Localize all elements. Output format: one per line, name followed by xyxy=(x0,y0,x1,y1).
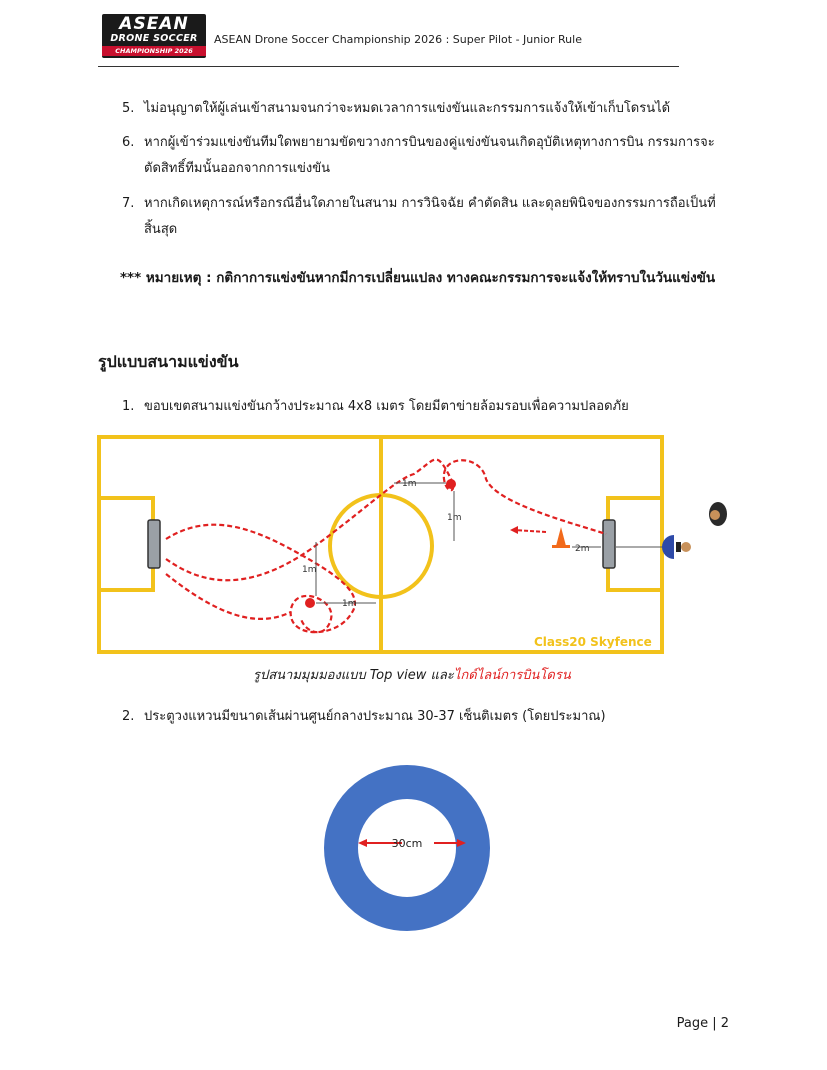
cone-icon xyxy=(556,527,566,546)
direction-arrow xyxy=(514,530,546,532)
field-item-1 xyxy=(122,394,742,420)
ring-arrow-left-head xyxy=(358,839,367,847)
item-text: ประตูวงแหวนมีขนาดเส้นผ่านศูนย์กลางประมาณ 30-37 เซ็นติเมตร (โดยประมาณ) xyxy=(144,709,606,724)
rule-text-continued: สิ้นสุด xyxy=(144,222,178,237)
logo-line-2: DRONE SOCCER xyxy=(110,33,198,44)
rule-text: หากผู้เข้าร่วมแข่งขันทีมใดพยายามขัดขวางการบินของคู่แข่งขันจนเกิดอุบัติเหตุทางการบิน กรรมการจะ xyxy=(144,135,715,150)
rules-note: *** หมายเหตุ : กติกาการแข่งขันหากมีการเปลี่ยนแปลง ทางคณะกรรมการจะแจ้งให้ทราบในวันแข่งขัน xyxy=(120,270,716,286)
rule-text: หากเกิดเหตุการณ์หรือกรณีอื่นใดภายในสนาม การวินิจฉัย คำตัดสิน และดุลยพินิจของกรรมการถือเป็นที่ xyxy=(144,196,716,211)
cone-base xyxy=(552,545,570,548)
section-title: รูปแบบสนามแข่งขัน xyxy=(98,352,239,371)
right-gate xyxy=(603,520,615,568)
pilot-top-icon xyxy=(709,502,727,526)
ring-diagram xyxy=(322,762,492,942)
caption-part-2: ไกด์ไลน์การบินโดรน xyxy=(453,668,571,683)
left-goal-box xyxy=(99,498,153,590)
field-item-2 xyxy=(122,704,742,730)
rule-text-continued: ตัดสิทธิ์ทีมนั้นออกจากการแข่งขัน xyxy=(144,161,331,176)
page-number: Page | 2 xyxy=(676,1016,729,1031)
rule-text: ไม่อนุญาตให้ผู้เล่นเข้าสนามจนกว่าจะหมดเวลาการแข่งขันและกรรมการแจ้งให้เข้าเก็บโดรนได้ xyxy=(144,101,671,116)
arrow-head xyxy=(510,526,518,534)
label-left-1m: 1m xyxy=(302,565,317,575)
championship-logo xyxy=(102,14,206,58)
label-side-2m: 2m xyxy=(575,544,590,554)
item-text: ขอบเขตสนามแข่งขันกว้างประมาณ 4x8 เมตร โดยมีตาข่ายล้อมรอบเพื่อความปลอดภัย xyxy=(144,399,629,414)
rule-number: 7. xyxy=(122,196,135,211)
logo-line-1: ASEAN xyxy=(119,14,189,34)
marker-dot-top xyxy=(446,479,456,489)
diagram-caption xyxy=(253,664,571,685)
header-title: ASEAN Drone Soccer Championship 2026 : Super Pilot - Junior Rule xyxy=(214,33,582,46)
flight-path-bottom xyxy=(166,525,355,632)
rule-item-7 xyxy=(122,191,742,243)
rule-item-5 xyxy=(122,96,742,122)
right-goal-box xyxy=(608,498,662,590)
pilot-side-icon xyxy=(662,535,691,559)
label-top-1m: 1m xyxy=(402,479,417,489)
ring-size-label: 30cm xyxy=(391,837,423,850)
field-watermark: Class20 Skyfence xyxy=(534,635,652,649)
item-number: 1. xyxy=(122,399,135,414)
flight-path-top xyxy=(166,460,606,581)
caption-part-1: รูปสนามมุมมองแบบ Top view และ xyxy=(253,668,454,683)
label-bottom-1m: 1m xyxy=(342,599,357,609)
field-diagram xyxy=(96,434,732,658)
rule-number: 5. xyxy=(122,101,135,116)
header-divider xyxy=(98,66,679,67)
marker-dot-bottom xyxy=(305,598,315,608)
item-number: 2. xyxy=(122,709,135,724)
label-right-1m: 1m xyxy=(447,513,462,523)
rule-item-6 xyxy=(122,130,742,182)
logo-line-3: CHAMPIONSHIP 2026 xyxy=(102,46,206,56)
left-gate xyxy=(148,520,160,568)
rule-number: 6. xyxy=(122,135,135,150)
